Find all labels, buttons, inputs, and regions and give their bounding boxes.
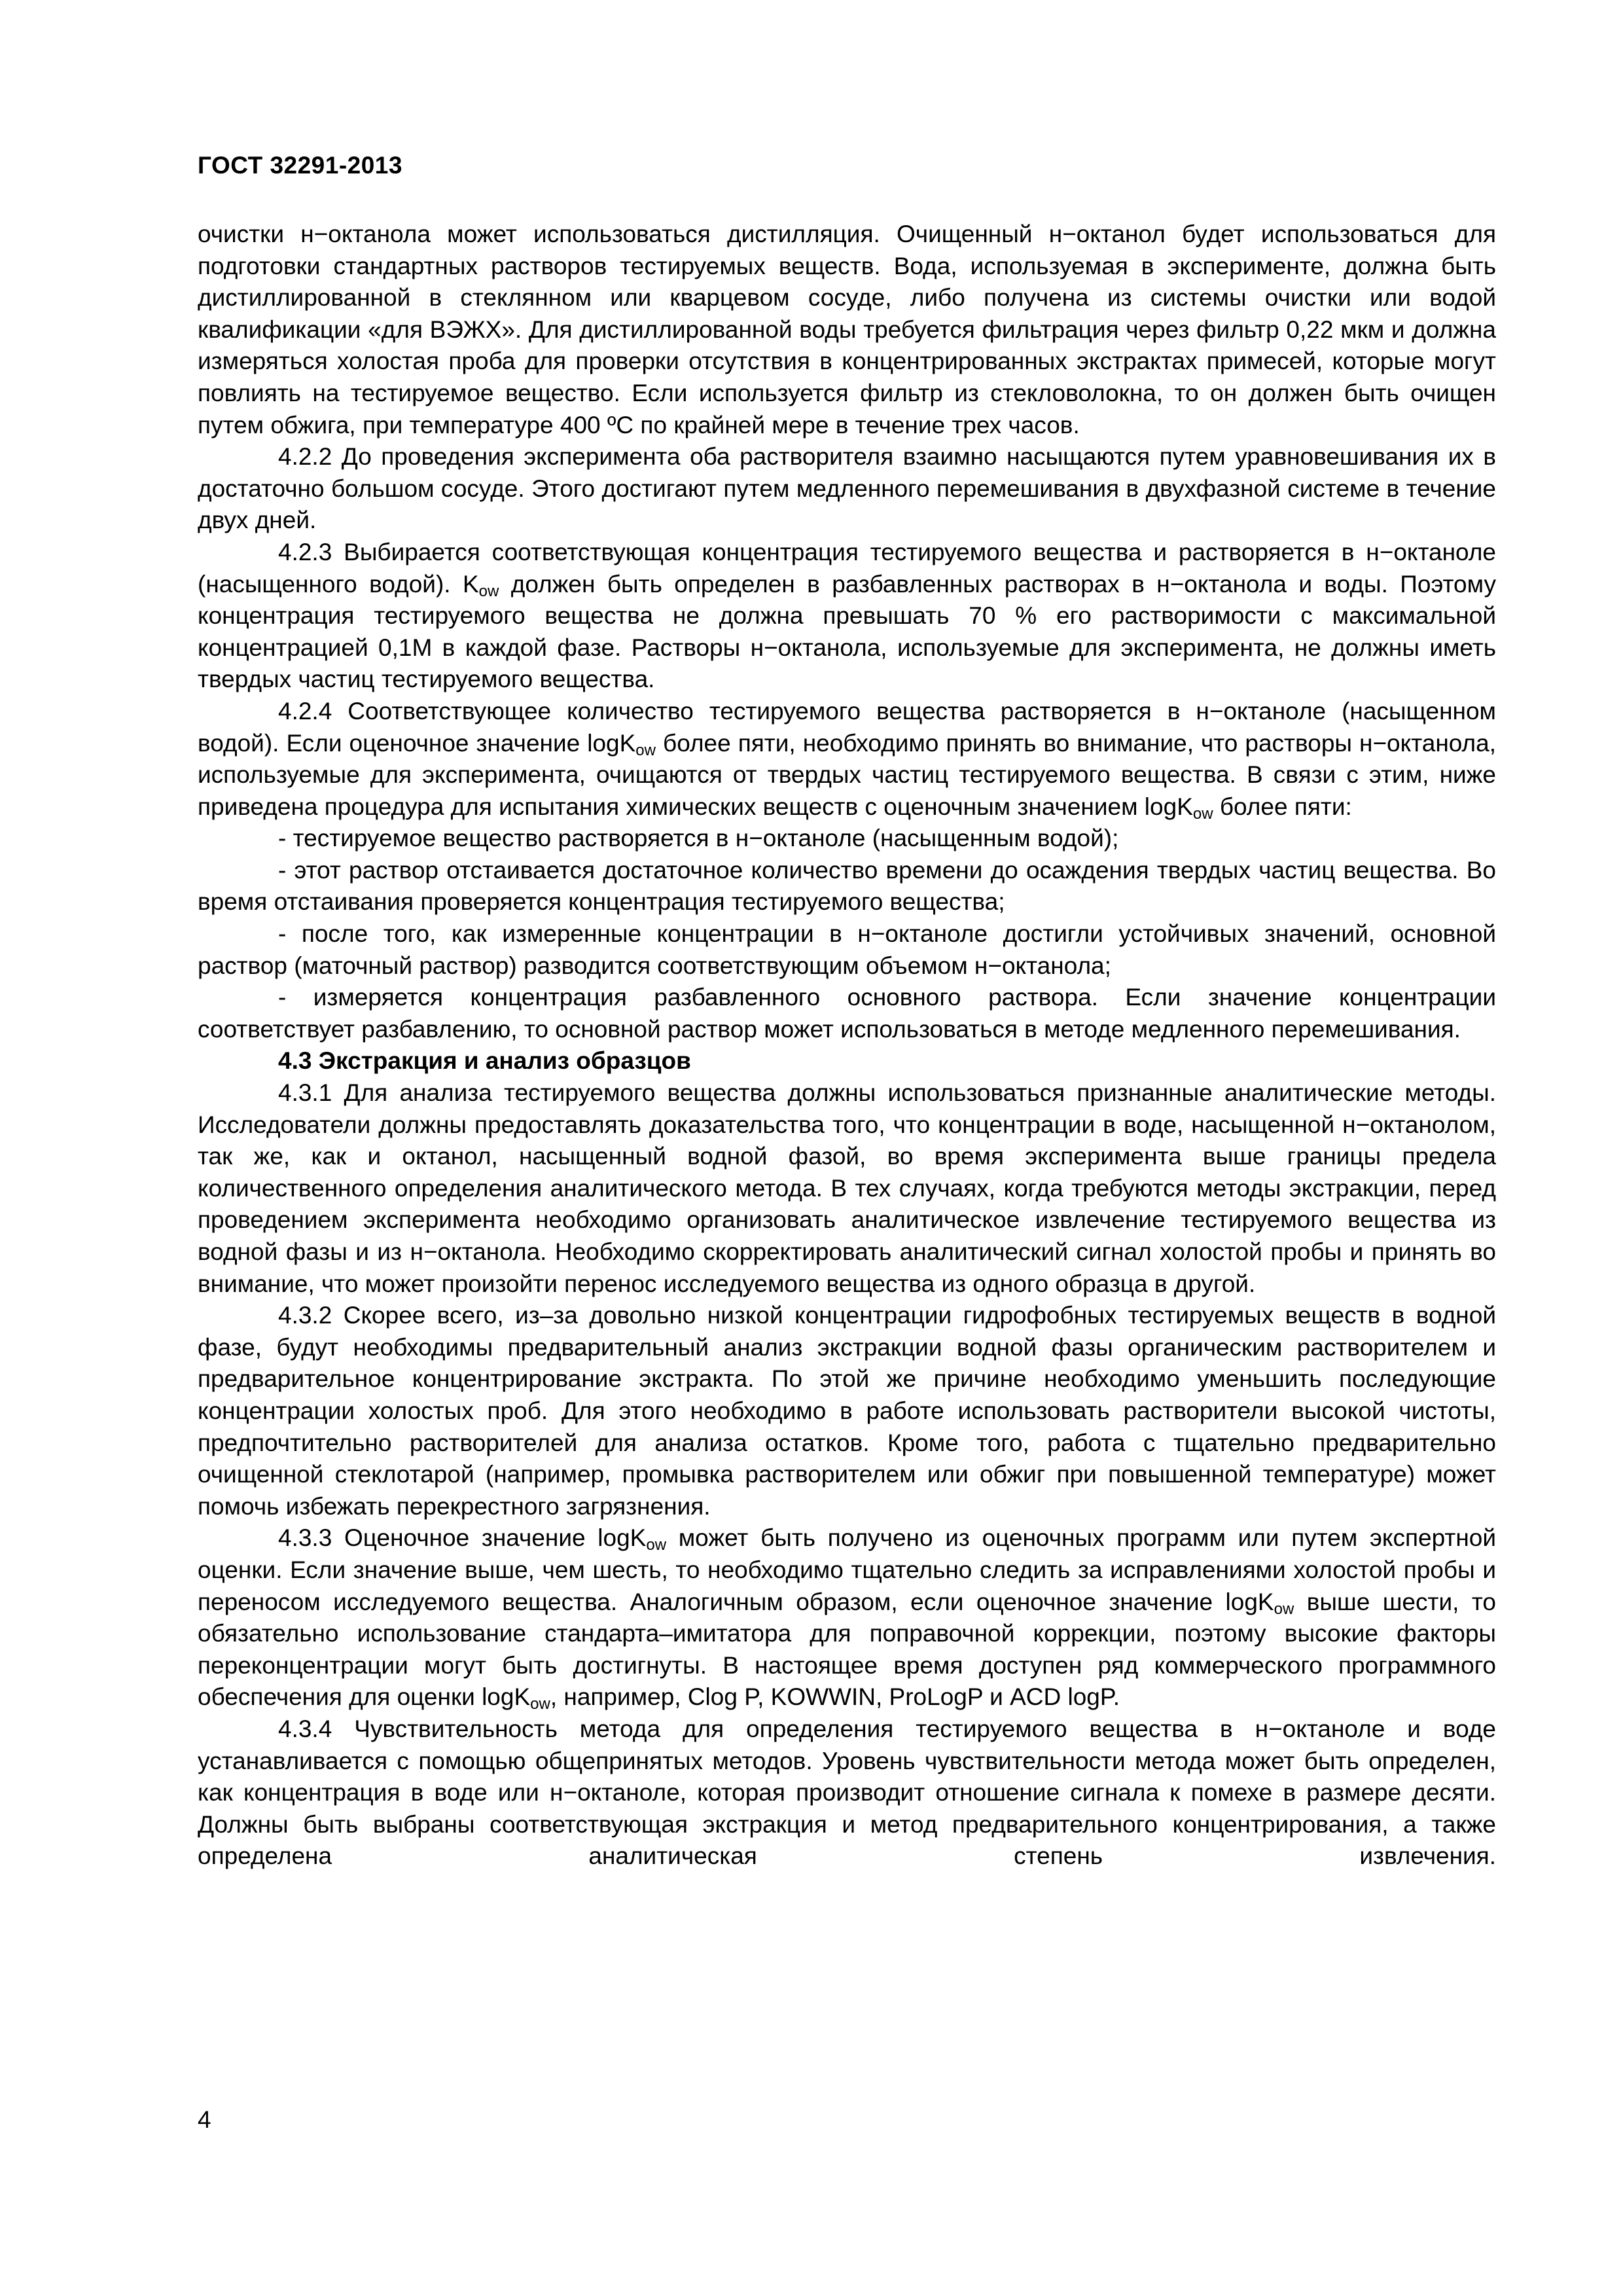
paragraph-4-2-3 xyxy=(198,537,1496,696)
text-segment: должен быть определен в разбавленных растворах в н−октанола и воды. Поэтому концентрация тестируемого вещества не должна превышать 70 % его растворимости с максимальной концентрацией 0,1М в каждой фазе. Растворы н−октанола, используемые для эксперимента, не должны иметь твердых частиц тестируемого вещества. xyxy=(198,570,1496,693)
text-segment: 4.3.3 Оценочное значение logK xyxy=(278,1524,647,1552)
document-body xyxy=(198,219,1496,1873)
paragraph-4-3-1: 4.3.1 Для анализа тестируемого вещества должны использоваться признанные аналитические методы. Исследователи должны предоставлять доказательства того, что концентрации в воде, насыщенной н−октанолом, так же, как и октанол, насыщенный водной фазой, во время эксперимента выше границы предела количественного определения аналитического метода. В тех случаях, когда требуются методы экстракции, перед проведением эксперимента необходимо организовать аналитическое извлечение тестируемого вещества из водной фазы и из н−октанола. Необходимо скорректировать аналитический сигнал холостой пробы и принять во внимание, что может произойти перенос исследуемого вещества из одного образца в другой. xyxy=(198,1079,1496,1297)
list-item: - тестируемое вещество растворяется в н−октаноле (насыщенным водой); xyxy=(278,825,1119,852)
text-segment: более пяти, необходимо принять во внимание, что растворы н−октанола, используемые для эксперимента, очищаются от твердых частиц тестируемого вещества. В связи с этим, ниже приведена процедура для испытания химических веществ с оценочным значением logK xyxy=(198,729,1496,820)
text-segment: более пяти: xyxy=(1213,793,1352,820)
paragraph-4-3-3 xyxy=(198,1522,1496,1713)
subscript-ow: ow xyxy=(1192,804,1213,823)
text-segment: 4.2.3 Выбирается соответствующая концентрация тестируемого вещества и растворяется в н−октаноле (насыщенного водой). K xyxy=(198,538,1496,598)
list-item: - после того, как измеренные концентрации в н−октаноле достигли устойчивых значений, основной раствор (маточный раствор) разводится соответствующим объемом н−октанола; xyxy=(198,920,1496,979)
paragraph-4-3-4: 4.3.4 Чувствительность метода для определения тестируемого вещества в н−октаноле и воде устанавливается с помощью общепринятых методов. Уровень чувствительности метода может быть определен, как концентрация в воде или н−октаноле, которая производит отношение сигнала к помехе в размере десяти. Должны быть выбраны соответствующая экстракция и метод предварительного концентрирования, а также определена аналитическая степень извлечения. xyxy=(198,1715,1496,1870)
text-segment: может быть получено из оценочных программ или путем экспертной оценки. Если значение выше, чем шесть, то необходимо тщательно следить за исправлениями холостой пробы и переносом исследуемого вещества. Аналогичным образом, если оценочное значение logK xyxy=(198,1524,1497,1615)
text-segment: 4.2.4 Соответствующее количество тестируемого вещества растворяется в н−октаноле (насыщенном водой). Если оценочное значение logK xyxy=(198,697,1496,757)
section-heading-4-3: 4.3 Экстракция и анализ образцов xyxy=(278,1047,691,1075)
subscript-ow: ow xyxy=(1274,1600,1294,1618)
paragraph-4-2-2: 4.2.2 До проведения эксперимента оба растворителя взаимно насыщаются путем уравновешивания их в достаточно большом сосуде. Этого достигают путем медленного перемешивания в двухфазной системе в течение двух дней. xyxy=(198,443,1496,534)
paragraph-4-3-2: 4.3.2 Скорее всего, из–за довольно низкой концентрации гидрофобных тестируемых веществ в водной фазе, будут необходимы предварительный анализ экстракции водной фазы органическим растворителем и предварительное концентрирование экстракта. По этой же причине необходимо уменьшить последующие концентрации холостых проб. Для этого необходимо в работе использовать растворители высокой чистоты, предпочтительно растворителей для анализа остатков. Кроме того, работа с тщательно предварительно очищенной стеклотарой (например, промывка растворителем или обжиг при повышенной температуре) может помочь избежать перекрестного загрязнения. xyxy=(198,1302,1496,1520)
page-number: 4 xyxy=(198,2106,211,2133)
subscript-ow: ow xyxy=(646,1536,667,1554)
paragraph-4-2-4 xyxy=(198,696,1496,823)
subscript-ow: ow xyxy=(478,582,499,600)
document-code-header: ГОСТ 32291-2013 xyxy=(198,152,402,179)
subscript-ow: ow xyxy=(635,741,656,759)
text-segment: , например, Clog P, KOWWIN, ProLogP и ACD logP. xyxy=(550,1683,1120,1711)
text-segment: выше шести, то обязательно использование стандарта–имитатора для поправочной коррекции, поэтому высокие факторы переконцентрации могут быть достигнуты. В настоящее время доступен ряд коммерческого программного обеспечения для оценки logK xyxy=(198,1588,1496,1711)
subscript-ow: ow xyxy=(530,1695,550,1713)
list-item: - измеряется концентрация разбавленного основного раствора. Если значение концентрации соответствует разбавлению, то основной раствор может использоваться в методе медленного перемешивания. xyxy=(198,984,1496,1043)
paragraph-continuation: очистки н−октанола может использоваться дистилляция. Очищенный н−октанол будет использоваться для подготовки стандартных растворов тестируемых веществ. Вода, используемая в эксперименте, должна быть дистиллированной в стеклянном или кварцевом сосуде, либо получена из системы очистки или водой квалификации «для ВЭЖХ». Для дистиллированной воды требуется фильтрация через фильтр 0,22 мкм и должна измеряться холостая проба для проверки отсутствия в концентрированных экстрактах примесей, которые могут повлиять на тестируемое вещество. Если используется фильтр из стекловолокна, то он должен быть очищен путем обжига, при температуре 400 ºС по крайней мере в течение трех часов. xyxy=(198,221,1496,439)
list-item: - этот раствор отстаивается достаточное количество времени до осаждения твердых частиц вещества. Во время отстаивания проверяется концентрация тестируемого вещества; xyxy=(198,856,1496,916)
